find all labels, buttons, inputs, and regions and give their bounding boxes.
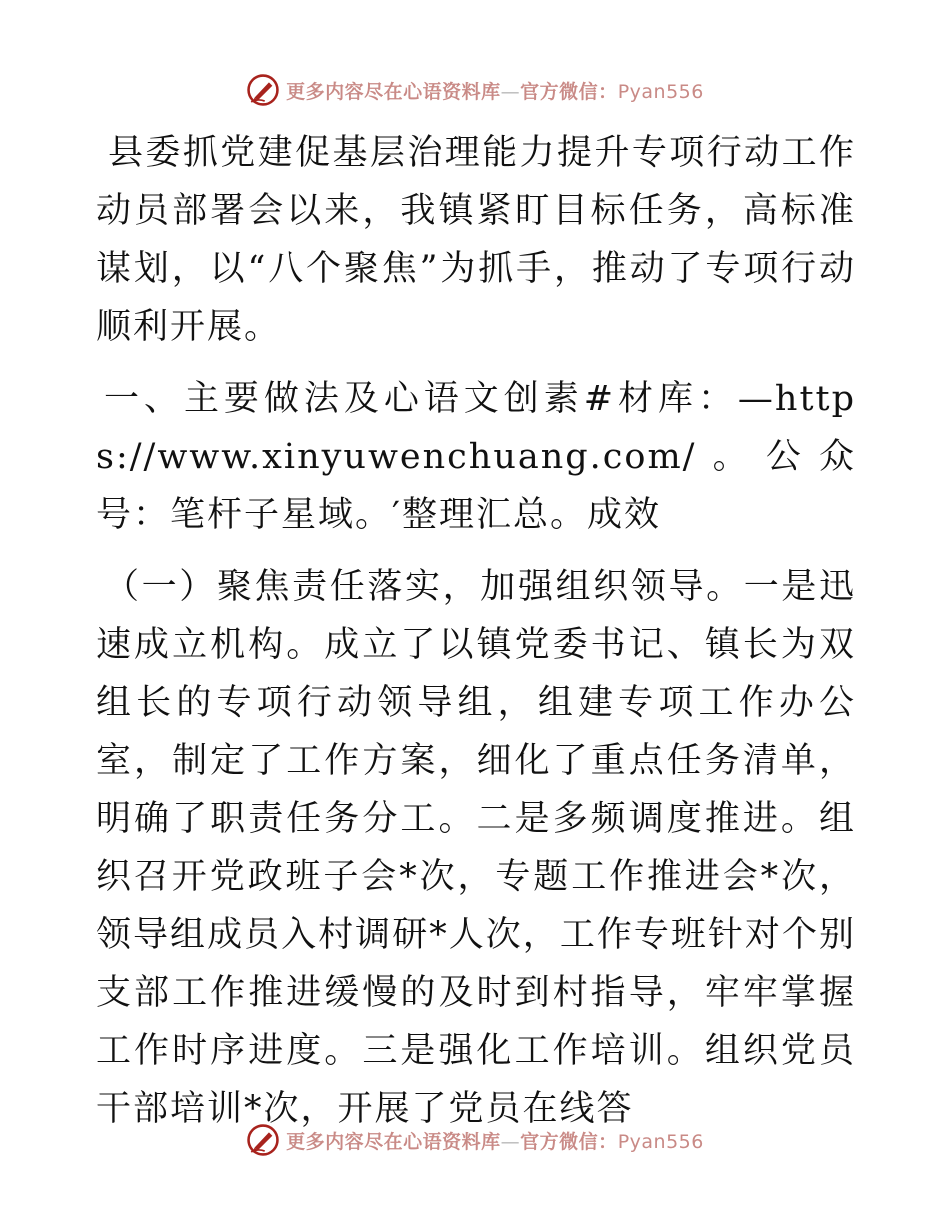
watermark-separator: — xyxy=(500,1130,521,1153)
watermark-text xyxy=(286,77,704,104)
watermark-wechat-id: Pyan556 xyxy=(617,1130,704,1153)
watermark-wechat-label: 官方微信： xyxy=(520,80,618,103)
watermark-brand: 更多内容尽在心语资料库 xyxy=(286,1130,501,1153)
watermark-separator: — xyxy=(500,80,521,103)
watermark-wechat-label: 官方微信： xyxy=(520,1130,618,1153)
header-watermark xyxy=(0,70,950,110)
watermark-text xyxy=(286,1127,704,1154)
document-body xyxy=(96,124,856,1138)
pen-logo-icon xyxy=(246,1123,280,1157)
watermark-brand: 更多内容尽在心语资料库 xyxy=(286,80,501,103)
paragraph-responsibility: （一）聚焦责任落实，加强组织领导。一是迅速成立机构。成立了以镇党委书记、镇长为双组长的专项行动领导组，组建专项工作办公室，制定了工作方案，细化了重点任务清单，明确了职责任务分工。二是多频调度推进。组织召开党政班子会*次，专题工作推进会*次，领导组成员入村调研*人次，工作专班针对个别支部工作推进缓慢的及时到村指导，牢牢掌握工作时序进度。三是强化工作培训。组织党员干部培训*次，开展了党员在线答 xyxy=(96,567,856,1129)
watermark-wechat-id: Pyan556 xyxy=(617,80,704,103)
paragraph-intro: 县委抓党建促基层治理能力提升专项行动工作动员部署会以来，我镇紧盯目标任务，高标准谋划，以“八个聚焦”为抓手，推动了专项行动顺利开展。 xyxy=(96,133,856,347)
watermark-group xyxy=(246,1123,704,1157)
pen-logo-icon xyxy=(246,73,280,107)
watermark-group xyxy=(246,73,704,107)
footer-watermark xyxy=(0,1120,950,1160)
paragraph-section-heading: 一、主要做法及心语文创素#材库：—https://www.xinyuwenchuang.com/。公众号：笔杆子星域。′整理汇总。成效 xyxy=(96,379,856,535)
